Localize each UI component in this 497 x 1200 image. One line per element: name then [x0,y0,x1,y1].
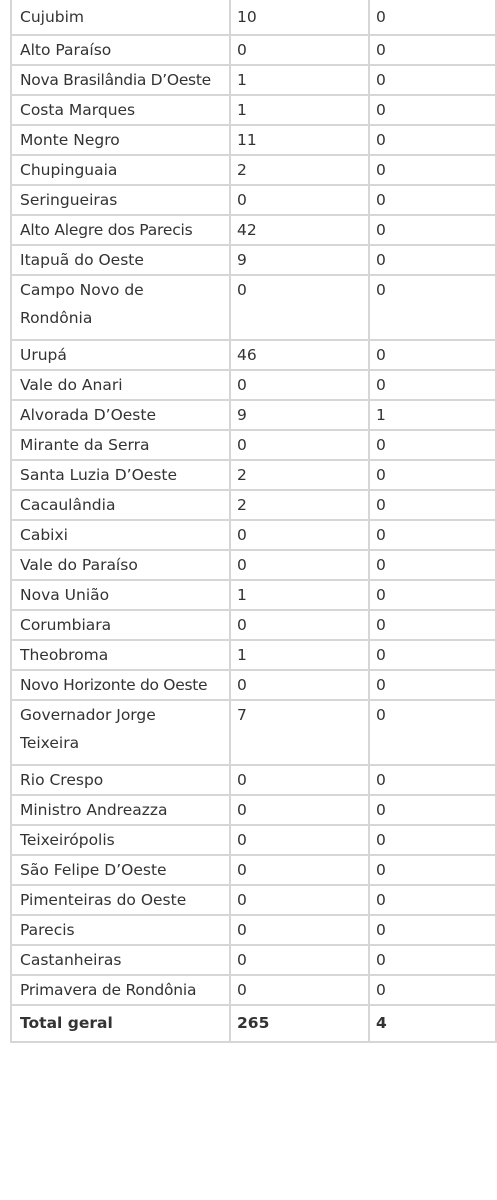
table-row [11,670,496,700]
count-cell-secondary: 0 [369,155,496,185]
municipality-cell: São Felipe D’Oeste [11,855,230,885]
municipality-cell: Costa Marques [11,95,230,125]
table-row [11,185,496,215]
municipality-cell: Nova União [11,580,230,610]
count-cell-secondary: 0 [369,490,496,520]
table-row [11,95,496,125]
count-cell: 1 [230,95,369,125]
count-cell-secondary: 0 [369,640,496,670]
municipality-cell: Santa Luzia D’Oeste [11,460,230,490]
municipality-cell: Alto Paraíso [11,35,230,65]
municipality-cell: Campo Novo de Rondônia [11,275,230,340]
count-cell: 7 [230,700,369,765]
count-cell: 0 [230,885,369,915]
table-body [11,0,496,1042]
count-cell-secondary: 1 [369,400,496,430]
municipality-cell: Vale do Paraíso [11,550,230,580]
table-row [11,490,496,520]
count-cell: 9 [230,245,369,275]
count-cell-secondary: 0 [369,825,496,855]
table-row [11,580,496,610]
count-cell-secondary: 0 [369,370,496,400]
municipality-cell: Vale do Anari [11,370,230,400]
count-cell: 0 [230,670,369,700]
count-cell: 0 [230,795,369,825]
total-label: Total geral [11,1005,230,1042]
count-cell-secondary: 0 [369,795,496,825]
count-cell: 46 [230,340,369,370]
count-cell-secondary: 0 [369,550,496,580]
table-row [11,550,496,580]
municipality-cell: Monte Negro [11,125,230,155]
table-row [11,35,496,65]
count-cell-secondary: 0 [369,35,496,65]
table-row [11,520,496,550]
count-cell: 0 [230,610,369,640]
count-cell: 0 [230,825,369,855]
count-cell-secondary: 0 [369,275,496,340]
table-row [11,975,496,1005]
count-cell-secondary: 0 [369,765,496,795]
municipality-cell: Castanheiras [11,945,230,975]
municipality-table [10,0,497,1043]
count-cell: 0 [230,35,369,65]
count-cell: 42 [230,215,369,245]
count-cell: 2 [230,490,369,520]
table-row [11,610,496,640]
table-row [11,460,496,490]
table-row [11,430,496,460]
count-cell-secondary: 0 [369,245,496,275]
count-cell: 0 [230,370,369,400]
total-row [11,1005,496,1042]
count-cell: 1 [230,65,369,95]
municipality-cell: Cabixi [11,520,230,550]
count-cell: 2 [230,460,369,490]
count-cell-secondary: 0 [369,580,496,610]
count-cell-secondary: 0 [369,65,496,95]
count-cell-secondary: 0 [369,885,496,915]
count-cell: 0 [230,550,369,580]
count-cell: 0 [230,975,369,1005]
count-cell-secondary: 0 [369,460,496,490]
count-cell-secondary: 0 [369,0,496,35]
count-cell: 0 [230,945,369,975]
count-cell-secondary: 0 [369,700,496,765]
table-row [11,855,496,885]
table-row [11,0,496,35]
total-count-secondary: 4 [369,1005,496,1042]
count-cell-secondary: 0 [369,945,496,975]
count-cell: 1 [230,580,369,610]
count-cell-secondary: 0 [369,520,496,550]
count-cell-secondary: 0 [369,340,496,370]
count-cell-secondary: 0 [369,430,496,460]
table-row [11,155,496,185]
table-row [11,275,496,340]
table-row [11,245,496,275]
table-row [11,640,496,670]
count-cell-secondary: 0 [369,185,496,215]
municipality-cell: Governador Jorge Teixeira [11,700,230,765]
municipality-cell: Alto Alegre dos Parecis [11,215,230,245]
total-count: 265 [230,1005,369,1042]
municipality-cell: Pimenteiras do Oeste [11,885,230,915]
table-row [11,370,496,400]
count-cell-secondary: 0 [369,215,496,245]
count-cell-secondary: 0 [369,855,496,885]
count-cell: 0 [230,275,369,340]
municipality-cell: Seringueiras [11,185,230,215]
count-cell: 0 [230,430,369,460]
municipality-cell: Ministro Andreazza [11,795,230,825]
table-row [11,340,496,370]
table-row [11,700,496,765]
count-cell-secondary: 0 [369,610,496,640]
municipality-cell: Alvorada D’Oeste [11,400,230,430]
table-row [11,795,496,825]
municipality-cell: Parecis [11,915,230,945]
count-cell: 0 [230,915,369,945]
municipality-cell: Cacaulândia [11,490,230,520]
count-cell-secondary: 0 [369,95,496,125]
municipality-cell: Urupá [11,340,230,370]
municipality-cell: Chupinguaia [11,155,230,185]
count-cell: 0 [230,765,369,795]
table-row [11,215,496,245]
table-row [11,885,496,915]
count-cell-secondary: 0 [369,670,496,700]
count-cell: 11 [230,125,369,155]
municipality-cell: Primavera de Rondônia [11,975,230,1005]
table-row [11,765,496,795]
municipality-cell: Itapuã do Oeste [11,245,230,275]
municipality-cell: Rio Crespo [11,765,230,795]
count-cell: 10 [230,0,369,35]
count-cell: 9 [230,400,369,430]
table-row [11,825,496,855]
count-cell: 0 [230,520,369,550]
table-row [11,945,496,975]
count-cell-secondary: 0 [369,975,496,1005]
municipality-cell: Nova Brasilândia D’Oeste [11,65,230,95]
table-row [11,125,496,155]
table-row [11,915,496,945]
municipality-cell: Theobroma [11,640,230,670]
municipality-cell: Novo Horizonte do Oeste [11,670,230,700]
count-cell: 1 [230,640,369,670]
count-cell-secondary: 0 [369,915,496,945]
count-cell: 2 [230,155,369,185]
count-cell: 0 [230,855,369,885]
count-cell-secondary: 0 [369,125,496,155]
municipality-cell: Mirante da Serra [11,430,230,460]
count-cell: 0 [230,185,369,215]
municipality-cell: Corumbiara [11,610,230,640]
municipality-cell: Teixeirópolis [11,825,230,855]
table-row [11,400,496,430]
table-row [11,65,496,95]
municipality-cell: Cujubim [11,0,230,35]
